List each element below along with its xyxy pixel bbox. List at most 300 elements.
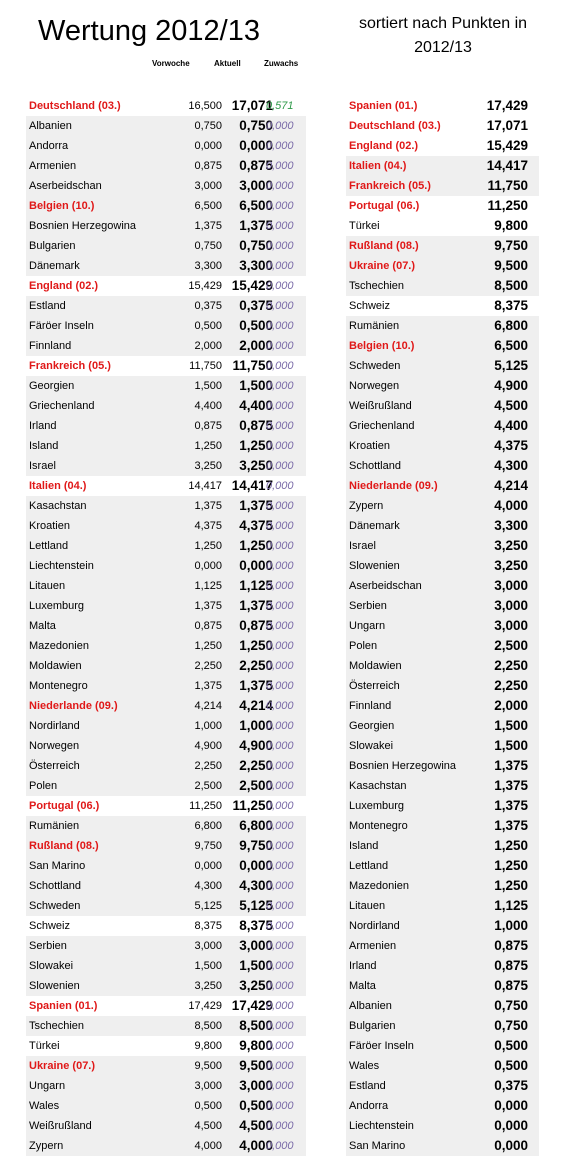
sorted-table-row — [346, 156, 539, 176]
previous-week-value: 4,500 — [194, 1120, 222, 1132]
sorted-table-row — [346, 696, 539, 716]
points-value: 14,417 — [486, 158, 528, 173]
table-row — [26, 236, 306, 256]
country-name: Tschechien — [349, 280, 405, 292]
current-value: 0,000 — [239, 138, 273, 153]
current-value: 0,875 — [239, 158, 273, 173]
points-value: 0,500 — [494, 1038, 528, 1053]
sorted-table-row — [346, 1076, 539, 1096]
points-value: 3,000 — [494, 598, 528, 613]
previous-week-value: 3,000 — [194, 180, 222, 192]
country-name: Niederlande (09.) — [349, 480, 438, 492]
country-name: Malta — [29, 620, 56, 632]
current-value: 1,250 — [239, 438, 273, 453]
country-name: Slowakei — [349, 740, 394, 752]
table-row — [26, 96, 306, 116]
country-name: Island — [349, 840, 379, 852]
table-row — [26, 616, 306, 636]
table-row — [26, 1036, 306, 1056]
current-value: 17,429 — [231, 998, 273, 1013]
sorted-table-row — [346, 896, 539, 916]
country-name: Norwegen — [349, 380, 400, 392]
sorted-table-row — [346, 236, 539, 256]
country-name: San Marino — [29, 860, 86, 872]
table-row — [26, 876, 306, 896]
country-name: Türkei — [349, 220, 380, 232]
current-value: 0,500 — [239, 318, 273, 333]
current-value: 0,375 — [239, 298, 273, 313]
gain-value: 0,000 — [266, 240, 294, 252]
current-value: 5,125 — [239, 898, 273, 913]
table-row — [26, 416, 306, 436]
points-value: 4,400 — [494, 418, 528, 433]
country-name: Slowenien — [349, 560, 400, 572]
header-current: Aktuell — [214, 59, 241, 68]
points-value: 0,750 — [494, 998, 528, 1013]
country-name: Deutschland (03.) — [29, 100, 121, 112]
points-value: 0,000 — [494, 1098, 528, 1113]
current-value: 9,750 — [239, 838, 273, 853]
gain-value: 0,000 — [266, 1100, 294, 1112]
current-value: 0,750 — [239, 238, 273, 253]
previous-week-value: 0,750 — [194, 240, 222, 252]
current-value: 0,750 — [239, 118, 273, 133]
country-name: Lettland — [29, 540, 69, 552]
points-value: 4,375 — [494, 438, 528, 453]
gain-value: 0,000 — [266, 780, 294, 792]
table-row — [26, 776, 306, 796]
sorted-table-row — [346, 376, 539, 396]
table-row — [26, 396, 306, 416]
sorted-table-row — [346, 756, 539, 776]
current-value: 0,000 — [239, 858, 273, 873]
points-value: 4,214 — [494, 478, 528, 493]
country-name: Norwegen — [29, 740, 80, 752]
country-name: Finnland — [349, 700, 392, 712]
points-value: 0,000 — [494, 1118, 528, 1133]
points-value: 0,375 — [494, 1078, 528, 1093]
previous-week-value: 2,000 — [194, 340, 222, 352]
points-value: 9,800 — [494, 218, 528, 233]
points-value: 11,750 — [487, 178, 528, 193]
points-sorted-ranking-table — [346, 96, 539, 1156]
sorted-table-row — [346, 1136, 539, 1156]
current-value: 4,214 — [239, 698, 273, 713]
points-value: 6,500 — [494, 338, 528, 353]
points-value: 3,300 — [494, 518, 528, 533]
points-value: 0,875 — [494, 938, 528, 953]
gain-value: 0,000 — [266, 160, 294, 172]
country-name: Kasachstan — [29, 500, 87, 512]
gain-value: 0,000 — [266, 620, 294, 632]
country-name: Zypern — [29, 1140, 64, 1152]
table-row — [26, 156, 306, 176]
country-name: Portugal (06.) — [29, 800, 100, 812]
gain-value: 0,000 — [266, 940, 294, 952]
points-value: 1,250 — [494, 858, 528, 873]
table-row — [26, 756, 306, 776]
points-value: 6,800 — [494, 318, 528, 333]
points-value: 15,429 — [486, 138, 528, 153]
country-name: Rumänien — [349, 320, 400, 332]
country-name: Lettland — [349, 860, 389, 872]
current-value: 4,400 — [239, 398, 273, 413]
country-name: Serbien — [29, 940, 67, 952]
country-name: Rußland (08.) — [29, 840, 99, 852]
current-value: 6,800 — [239, 818, 273, 833]
country-name: Schottland — [29, 880, 81, 892]
table-row — [26, 836, 306, 856]
country-name: Dänemark — [349, 520, 400, 532]
gain-value: 0,000 — [266, 900, 294, 912]
gain-value: 0,000 — [266, 1140, 294, 1152]
country-name: Schottland — [349, 460, 401, 472]
country-name: Polen — [29, 780, 58, 792]
points-value: 0,875 — [494, 958, 528, 973]
points-value: 0,750 — [494, 1018, 528, 1033]
previous-week-value: 0,500 — [194, 320, 222, 332]
country-name: Litauen — [349, 900, 386, 912]
sorted-table-row — [346, 256, 539, 276]
table-row — [26, 1076, 306, 1096]
points-value: 4,300 — [494, 458, 528, 473]
current-value: 2,500 — [239, 778, 273, 793]
country-name: Färöer Inseln — [29, 320, 94, 332]
points-value: 2,250 — [494, 658, 528, 673]
points-value: 2,000 — [494, 698, 528, 713]
previous-week-value: 5,125 — [194, 900, 222, 912]
sorted-table-row — [346, 1056, 539, 1076]
country-name: Israel — [29, 460, 56, 472]
points-value: 17,071 — [486, 118, 528, 133]
gain-value: 0,000 — [266, 740, 294, 752]
points-value: 1,000 — [494, 918, 528, 933]
country-name: Deutschland (03.) — [349, 120, 441, 132]
previous-week-value: 0,000 — [194, 560, 222, 572]
table-row — [26, 556, 306, 576]
gain-value: 0,000 — [266, 180, 294, 192]
country-name: Albanien — [29, 120, 72, 132]
country-name: Litauen — [29, 580, 66, 592]
country-name: Zypern — [349, 500, 384, 512]
table-row — [26, 1056, 306, 1076]
sorted-table-row — [346, 356, 539, 376]
current-value: 4,900 — [239, 738, 273, 753]
country-name: Frankreich (05.) — [349, 180, 431, 192]
country-name: Malta — [349, 980, 376, 992]
previous-week-value: 2,500 — [194, 780, 222, 792]
table-row — [26, 716, 306, 736]
country-name: Irland — [349, 960, 377, 972]
country-name: Weißrußland — [29, 1120, 92, 1132]
current-value: 0,875 — [239, 618, 273, 633]
country-name: Montenegro — [349, 820, 408, 832]
table-row — [26, 736, 306, 756]
current-value: 14,417 — [231, 478, 273, 493]
current-value: 9,500 — [239, 1058, 273, 1073]
table-row — [26, 856, 306, 876]
table-row — [26, 496, 306, 516]
table-row — [26, 356, 306, 376]
gain-value: 0,000 — [266, 860, 294, 872]
country-name: Luxemburg — [349, 800, 405, 812]
previous-week-value: 1,375 — [194, 500, 222, 512]
country-name: Albanien — [349, 1000, 392, 1012]
country-name: Ungarn — [349, 620, 386, 632]
previous-week-value: 1,375 — [194, 600, 222, 612]
table-row — [26, 536, 306, 556]
gain-value: 0,000 — [266, 500, 294, 512]
country-name: Armenien — [349, 940, 397, 952]
previous-week-value: 2,250 — [194, 660, 222, 672]
gain-value: 0,000 — [266, 140, 294, 152]
current-value: 3,000 — [239, 178, 273, 193]
country-name: Italien (04.) — [349, 160, 407, 172]
points-value: 2,500 — [494, 638, 528, 653]
country-name: Nordirland — [349, 920, 400, 932]
sorted-table-row — [346, 596, 539, 616]
header-gain: Zuwachs — [264, 59, 299, 68]
gain-value: 0,000 — [266, 1080, 294, 1092]
previous-week-value: 0,000 — [194, 140, 222, 152]
sorted-table-row — [346, 396, 539, 416]
sorted-table-row — [346, 96, 539, 116]
previous-week-value: 11,250 — [189, 800, 222, 812]
country-name: Schweiz — [349, 300, 390, 312]
current-value: 2,000 — [239, 338, 273, 353]
points-value: 1,250 — [494, 878, 528, 893]
sorted-table-row — [346, 856, 539, 876]
country-name: Andorra — [29, 140, 69, 152]
country-name: Kroatien — [349, 440, 390, 452]
current-value: 3,300 — [239, 258, 273, 273]
table-row — [26, 596, 306, 616]
country-name: Irland — [29, 420, 57, 432]
current-value: 1,500 — [239, 378, 273, 393]
current-value: 2,250 — [239, 758, 273, 773]
sorted-table-row — [346, 276, 539, 296]
country-name: Ungarn — [29, 1080, 66, 1092]
sorted-table-row — [346, 616, 539, 636]
current-value: 11,750 — [232, 358, 273, 373]
previous-week-value: 8,500 — [194, 1020, 222, 1032]
gain-value: 0,000 — [266, 1000, 294, 1012]
points-value: 1,375 — [494, 818, 528, 833]
country-name: Serbien — [349, 600, 387, 612]
table-row — [26, 1096, 306, 1116]
country-name: Weißrußland — [349, 400, 412, 412]
points-value: 0,875 — [494, 978, 528, 993]
points-value: 8,500 — [494, 278, 528, 293]
gain-value: 0,571 — [266, 100, 294, 112]
country-name: Bosnien Herzegowina — [349, 760, 457, 772]
gain-value: 0,000 — [266, 360, 294, 372]
country-name: Nordirland — [29, 720, 80, 732]
table-row — [26, 476, 306, 496]
current-value: 1,375 — [239, 218, 273, 233]
table-row — [26, 796, 306, 816]
country-name: Aserbeidschan — [349, 580, 422, 592]
current-value: 1,125 — [239, 578, 273, 593]
gain-value: 0,000 — [266, 120, 294, 132]
country-name: Portugal (06.) — [349, 200, 420, 212]
sorted-table-row — [346, 636, 539, 656]
current-value: 3,250 — [239, 978, 273, 993]
sorted-table-row — [346, 336, 539, 356]
table-row — [26, 176, 306, 196]
country-name: Frankreich (05.) — [29, 360, 111, 372]
table-row — [26, 296, 306, 316]
previous-week-value: 0,875 — [194, 160, 222, 172]
points-value: 0,000 — [494, 1138, 528, 1153]
previous-week-value: 14,417 — [188, 480, 222, 492]
previous-week-value: 9,500 — [194, 1060, 222, 1072]
sorted-table-row — [346, 996, 539, 1016]
previous-week-value: 1,500 — [194, 960, 222, 972]
header-previous-week: Vorwoche — [152, 59, 190, 68]
points-value: 1,250 — [494, 838, 528, 853]
previous-week-value: 9,750 — [194, 840, 222, 852]
previous-week-value: 3,250 — [194, 980, 222, 992]
sorted-table-row — [346, 796, 539, 816]
column-headers — [0, 57, 320, 71]
table-row — [26, 196, 306, 216]
current-value: 4,375 — [239, 518, 273, 533]
table-row — [26, 456, 306, 476]
previous-week-value: 0,875 — [194, 620, 222, 632]
gain-value: 0,000 — [266, 480, 294, 492]
current-value: 4,500 — [239, 1118, 273, 1133]
table-row — [26, 256, 306, 276]
current-value: 1,375 — [239, 678, 273, 693]
country-name: Rumänien — [29, 820, 80, 832]
current-value: 11,250 — [232, 798, 273, 813]
country-name: Belgien (10.) — [29, 200, 95, 212]
current-value: 3,000 — [239, 938, 273, 953]
current-value: 1,375 — [239, 598, 273, 613]
gain-value: 0,000 — [266, 420, 294, 432]
points-value: 1,375 — [494, 778, 528, 793]
gain-value: 0,000 — [266, 720, 294, 732]
previous-week-value: 6,500 — [194, 200, 222, 212]
sorted-table-row — [346, 836, 539, 856]
country-name: San Marino — [349, 1140, 406, 1152]
gain-value: 0,000 — [266, 1040, 294, 1052]
previous-week-value: 4,214 — [194, 700, 222, 712]
sorted-table-row — [346, 516, 539, 536]
points-value: 3,000 — [494, 578, 528, 593]
current-value: 9,800 — [239, 1038, 273, 1053]
table-row — [26, 1016, 306, 1036]
table-row — [26, 216, 306, 236]
current-value: 4,000 — [239, 1138, 273, 1153]
country-name: Israel — [349, 540, 376, 552]
table-row — [26, 896, 306, 916]
gain-value: 0,000 — [266, 200, 294, 212]
previous-week-value: 6,800 — [194, 820, 222, 832]
current-value: 3,250 — [239, 458, 273, 473]
country-name: Kroatien — [29, 520, 70, 532]
points-value: 4,500 — [494, 398, 528, 413]
previous-week-value: 1,250 — [194, 540, 222, 552]
previous-week-value: 3,000 — [194, 940, 222, 952]
page-subtitle: sortiert nach Punkten in 2012/13 — [358, 15, 528, 56]
previous-week-value: 1,125 — [194, 580, 222, 592]
country-name: Spanien (01.) — [29, 1000, 98, 1012]
points-value: 2,250 — [494, 678, 528, 693]
gain-value: 0,000 — [266, 280, 294, 292]
country-name: Ukraine (07.) — [349, 260, 416, 272]
previous-week-value: 15,429 — [188, 280, 222, 292]
country-name: Färöer Inseln — [349, 1040, 414, 1052]
sorted-table-row — [346, 656, 539, 676]
current-value: 1,500 — [239, 958, 273, 973]
previous-week-value: 0,375 — [194, 300, 222, 312]
current-value: 6,500 — [239, 198, 273, 213]
table-row — [26, 436, 306, 456]
gain-value: 0,000 — [266, 580, 294, 592]
points-value: 3,250 — [494, 558, 528, 573]
sorted-table-row — [346, 436, 539, 456]
country-name: Tschechien — [29, 1020, 85, 1032]
previous-week-value: 1,000 — [194, 720, 222, 732]
table-row — [26, 576, 306, 596]
previous-week-value: 17,429 — [188, 1000, 222, 1012]
gain-value: 0,000 — [266, 440, 294, 452]
country-name: Liechtenstein — [349, 1120, 414, 1132]
gain-value: 0,000 — [266, 400, 294, 412]
gain-value: 0,000 — [266, 760, 294, 772]
points-value: 17,429 — [486, 98, 528, 113]
gain-value: 0,000 — [266, 960, 294, 972]
gain-value: 0,000 — [266, 260, 294, 272]
sorted-table-row — [346, 676, 539, 696]
points-value: 1,375 — [494, 798, 528, 813]
previous-week-value: 3,250 — [194, 460, 222, 472]
previous-week-value: 4,900 — [194, 740, 222, 752]
sorted-table-row — [346, 716, 539, 736]
country-name: Moldawien — [29, 660, 82, 672]
country-name: Mazedonien — [29, 640, 89, 652]
previous-week-value: 0,750 — [194, 120, 222, 132]
country-name: Finnland — [29, 340, 72, 352]
country-name: Österreich — [349, 680, 400, 692]
gain-value: 0,000 — [266, 520, 294, 532]
previous-week-value: 8,375 — [194, 920, 222, 932]
previous-week-value: 4,400 — [194, 400, 222, 412]
points-value: 1,500 — [494, 738, 528, 753]
sorted-table-row — [346, 736, 539, 756]
previous-week-value: 16,500 — [188, 100, 222, 112]
gain-value: 0,000 — [266, 700, 294, 712]
table-row — [26, 816, 306, 836]
table-row — [26, 516, 306, 536]
previous-week-value: 3,300 — [194, 260, 222, 272]
country-name: Island — [29, 440, 59, 452]
sorted-table-row — [346, 816, 539, 836]
country-name: Moldawien — [349, 660, 402, 672]
points-value: 3,250 — [494, 538, 528, 553]
table-row — [26, 956, 306, 976]
sorted-table-row — [346, 176, 539, 196]
points-value: 1,375 — [494, 758, 528, 773]
country-name: Luxemburg — [29, 600, 85, 612]
current-value: 1,375 — [239, 498, 273, 513]
previous-week-value: 0,875 — [194, 420, 222, 432]
country-name: Wales — [349, 1060, 380, 1072]
gain-value: 0,000 — [266, 340, 294, 352]
table-row — [26, 336, 306, 356]
